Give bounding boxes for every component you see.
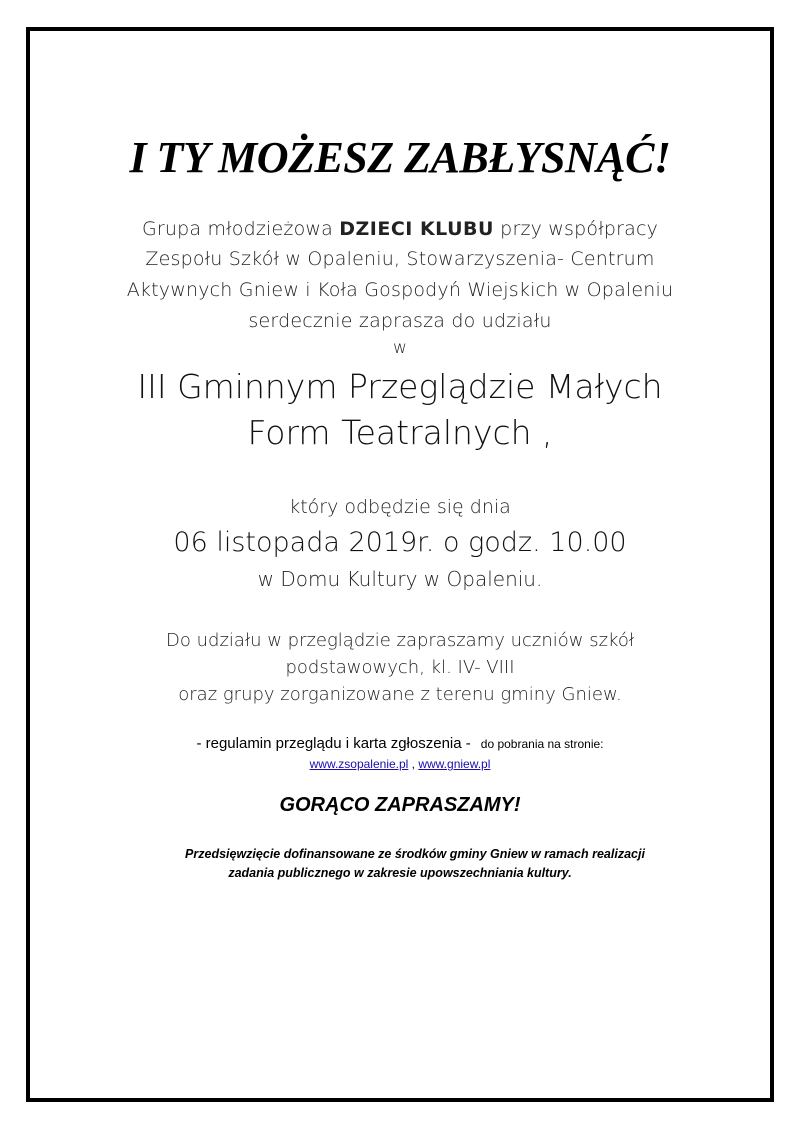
event-datetime: 06 listopada 2019r. o godz. 10.00 [173,527,627,558]
intro-line-5: w [392,338,408,358]
event-name-line-1: III Gminnym Przeglądzie Małych [137,367,663,406]
regulations-main: - regulamin przeglądu i karta zgłoszenia - [196,735,471,752]
regulations-note [0,734,800,754]
poster-title: I TY MOŻESZ ZABŁYSNĄĆ! [129,133,671,182]
download-links [0,755,800,773]
funding-line-2: zadania publicznego w zakresie upowszechniania kultury. [228,866,572,880]
intro-line-1-post: przy współpracy [493,218,659,240]
invite-line-2: podstawowych, kl. IV- VIII [285,657,515,678]
intro-line-2: Zespołu Szkół w Opaleniu, Stowarzyszenia- Centrum [145,248,655,270]
invite-line-1: Do udziału w przeglądzie zapraszamy uczniów szkół [166,630,634,651]
intro-line-1 [0,217,800,242]
page-border [26,27,774,1102]
event-place: w Domu Kultury w Opaleniu. [257,567,543,591]
date-lead: który odbędzie się dnia [289,496,511,518]
invite-line-3: oraz grupy zorganizowane z terenu gminy Gniew. [178,684,622,705]
link-gniew[interactable]: www.gniew.pl [418,757,491,771]
download-note: do pobrania na stronie: [480,737,604,751]
funding-line-1: Przedsięwzięcie dofinansowane ze środków gminy Gniew w ramach realizacji [185,847,645,861]
organizer-name: DZIECI KLUBU [339,218,494,240]
intro-line-3: Aktywnych Gniew i Koła Gospodyń Wiejskich w Opaleniu [126,279,674,301]
event-name-line-2: Form Teatralnych , [247,413,553,452]
closing-invitation: GORĄCO ZAPRASZAMY! [279,794,521,816]
intro-line-4: serdecznie zaprasza do udziału [248,310,552,332]
link-separator: , [408,757,419,771]
intro-line-1-pre: Grupa młodzieżowa [141,218,340,240]
link-zsopalenie[interactable]: www.zsopalenie.pl [309,757,409,771]
